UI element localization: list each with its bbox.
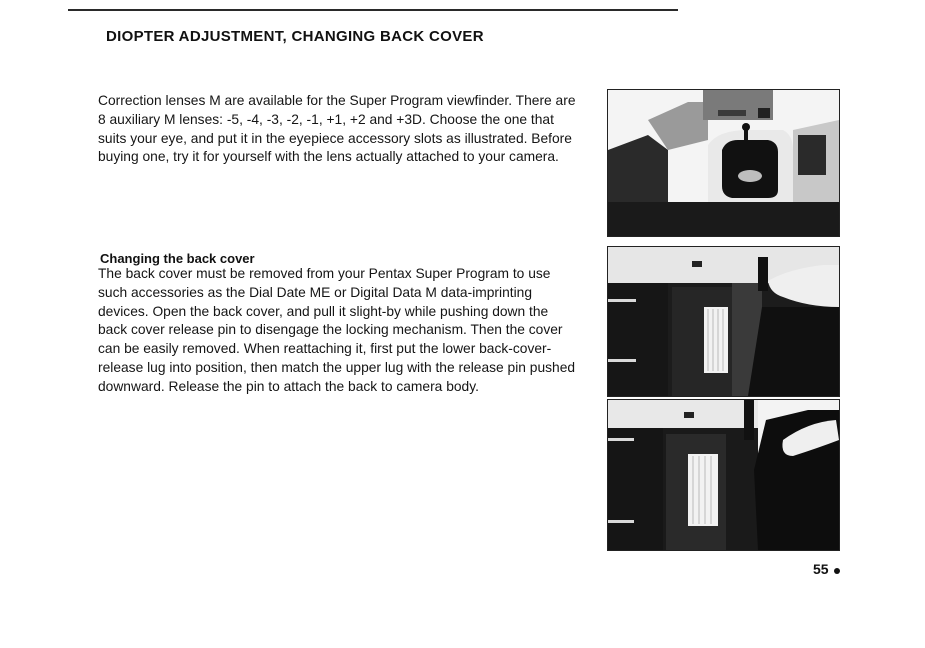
removing-back-cover-illustration	[608, 400, 839, 550]
eyepiece-photo-illustration	[608, 90, 839, 236]
top-rule	[68, 9, 678, 11]
back-cover-release-photo	[607, 246, 840, 397]
removing-back-cover-photo	[607, 399, 840, 551]
back-cover-release-illustration	[608, 247, 839, 396]
page-number-bullet	[834, 568, 840, 574]
eyepiece-photo	[607, 89, 840, 237]
page-number: 55	[813, 561, 829, 577]
section-title: DIOPTER ADJUSTMENT, CHANGING BACK COVER	[106, 28, 484, 45]
back-cover-heading: Changing the back cover	[100, 251, 255, 266]
diopter-paragraph: Correction lenses M are available for the Super Program viewfinder. There are 8 auxiliary M lenses: -5, -4, -3, -2, -1, +1, +2 and +3D. Choose the one that suits your eye, and put it in the eyepiece accessory slots as illustrated. Before buying one, try it for yourself with the lens actually attached to your camera.	[98, 93, 576, 165]
back-cover-paragraph: The back cover must be removed from your Pentax Super Program to use such accessories as the Dial Date ME or Digital Data M data-imprinting devices. Open the back cover, and pull it slight-by while pushing down the back cover release pin to disengage the locking mechanism. Then the cover can be easily removed. When reattaching it, first put the lower back-cover-release lug into position, then match the upper lug with the release pin pushed downward. Release the pin to attach the back to camera body.	[98, 266, 576, 394]
